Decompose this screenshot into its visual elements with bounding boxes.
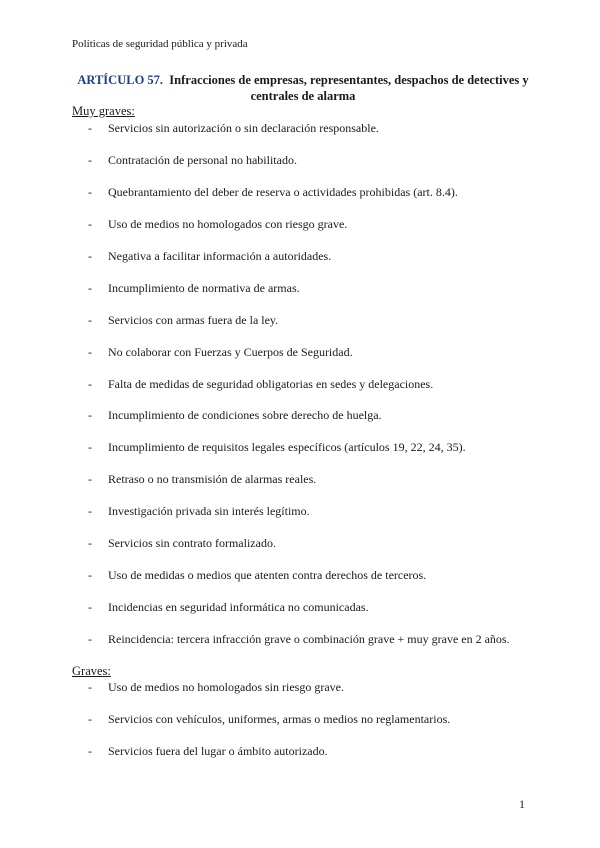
list-bullet: - (88, 568, 92, 582)
list-bullet: - (88, 680, 92, 694)
list-bullet: - (88, 632, 92, 646)
list-bullet: - (88, 408, 92, 422)
list-item: - Uso de medios no homologados sin riesgo grave. (88, 680, 344, 694)
section-label-graves: Graves: (72, 664, 111, 678)
list-item: - Incumplimiento de requisitos legales específicos (artículos 19, 22, 24, 35). (88, 440, 466, 454)
list-item: - Retraso o no transmisión de alarmas reales. (88, 472, 317, 486)
page-number: 1 (519, 797, 525, 811)
list-item: - Reincidencia: tercera infracción grave o combinación grave + muy grave en 2 años. (88, 632, 510, 646)
article-heading: Infracciones de empresas, representantes, despachos de detectives y centrales de alarma (169, 73, 529, 103)
list-bullet: - (88, 377, 92, 391)
list-item: - Incidencias en seguridad informática no comunicadas. (88, 600, 369, 614)
list-item: - No colaborar con Fuerzas y Cuerpos de Seguridad. (88, 345, 353, 359)
list-bullet: - (88, 536, 92, 550)
list-item: - Falta de medidas de seguridad obligatorias en sedes y delegaciones. (88, 377, 434, 391)
list-item: - Uso de medidas o medios que atenten contra derechos de terceros. (88, 568, 427, 582)
article-title (72, 72, 534, 104)
list-item: - Incumplimiento de condiciones sobre derecho de huelga. (88, 408, 382, 422)
list-item: - Contratación de personal no habilitado. (88, 153, 297, 167)
list-bullet: - (88, 712, 92, 726)
list-bullet: - (88, 472, 92, 486)
list-item: - Servicios sin autorización o sin declaración responsable. (88, 121, 379, 135)
list-bullet: - (88, 217, 92, 231)
list-item: - Investigación privada sin interés legítimo. (88, 504, 310, 518)
list-bullet: - (88, 185, 92, 199)
section-label-muy-graves: Muy graves: (72, 104, 135, 118)
list-item: - Incumplimiento de normativa de armas. (88, 281, 300, 295)
list-bullet: - (88, 440, 92, 454)
list-bullet: - (88, 744, 92, 758)
list-bullet: - (88, 313, 92, 327)
list-bullet: - (88, 281, 92, 295)
list-bullet: - (88, 600, 92, 614)
list-bullet: - (88, 121, 92, 135)
list-bullet: - (88, 345, 92, 359)
article-number: ARTÍCULO 57. (77, 73, 164, 87)
running-header: Políticas de seguridad pública y privada (72, 38, 248, 50)
list-item: - Servicios fuera del lugar o ámbito autorizado. (88, 744, 328, 758)
list-item: - Servicios sin contrato formalizado. (88, 536, 276, 550)
list-item: - Negativa a facilitar información a autoridades. (88, 249, 332, 263)
list-bullet: - (88, 504, 92, 518)
list-bullet: - (88, 249, 92, 263)
list-bullet: - (88, 153, 92, 167)
list-item: - Servicios con vehículos, uniformes, armas o medios no reglamentarios. (88, 712, 451, 726)
list-item: - Servicios con armas fuera de la ley. (88, 313, 279, 327)
list-item: - Quebrantamiento del deber de reserva o actividades prohibidas (art. 8.4). (88, 185, 458, 199)
list-item: - Uso de medios no homologados con riesgo grave. (88, 217, 348, 231)
